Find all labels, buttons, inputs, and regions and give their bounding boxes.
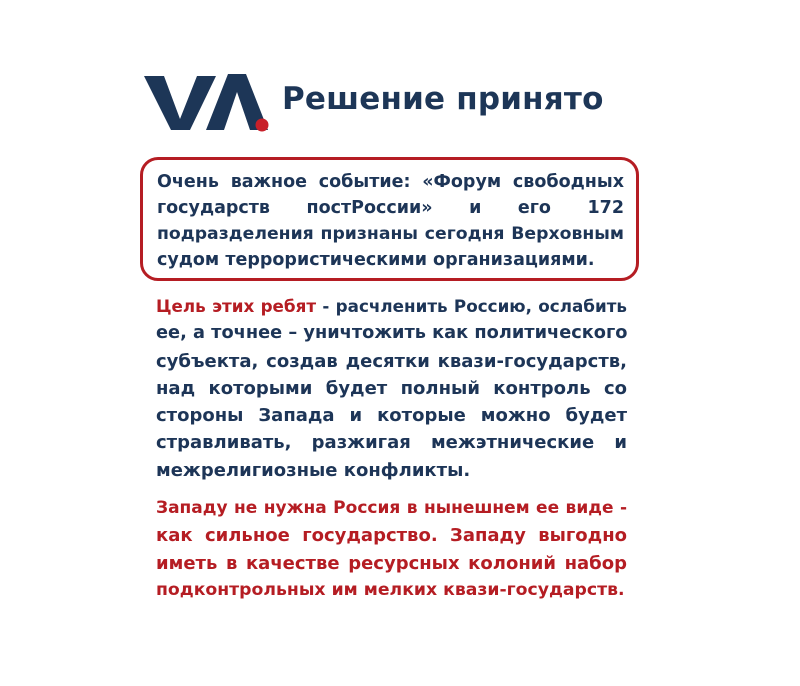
goal-line-1 [156, 293, 627, 320]
header [144, 70, 604, 134]
page-title: Решение принято [282, 80, 604, 117]
goal-line-6: стравливать, разжигая межэтнические и [156, 432, 627, 454]
highlight-line-4: судом террористическими организациями. [157, 250, 595, 270]
highlight-line-1: Очень важное событие: «Форум свободных [157, 172, 624, 192]
west-line-4: подконтрольных им мелких квази-государств. [156, 579, 625, 600]
goal-line-4: над которыми будет полный контроль со [156, 377, 627, 399]
west-line-1: Западу не нужна Россия в нынешнем ее виде - [156, 498, 627, 518]
goal-line-2: ее, а точнее – уничтожить как политического [156, 323, 628, 344]
west-paragraph [156, 495, 627, 604]
highlight-box [140, 157, 639, 281]
va-logo [144, 70, 270, 134]
goal-lead: Цель этих ребят [156, 296, 317, 316]
goal-line-5: стороны Запада и которые можно будет [156, 405, 627, 427]
goal-paragraph [156, 293, 627, 484]
goal-line-1-rest: - расчленить Россию, ослабить [316, 296, 628, 316]
west-line-3: иметь в качестве ресурсных колоний набор [156, 552, 627, 574]
highlight-line-3: подразделения признаны сегодня Верховным [157, 224, 624, 244]
goal-line-3: субъекта, создав десятки квази-государств, [156, 350, 627, 372]
goal-line-7: межрелигиозные конфликты. [156, 459, 471, 481]
west-line-2: как сильное государство. Западу выгодно [156, 525, 627, 547]
highlight-line-2: государств постРоссии» и его 172 [157, 198, 624, 218]
